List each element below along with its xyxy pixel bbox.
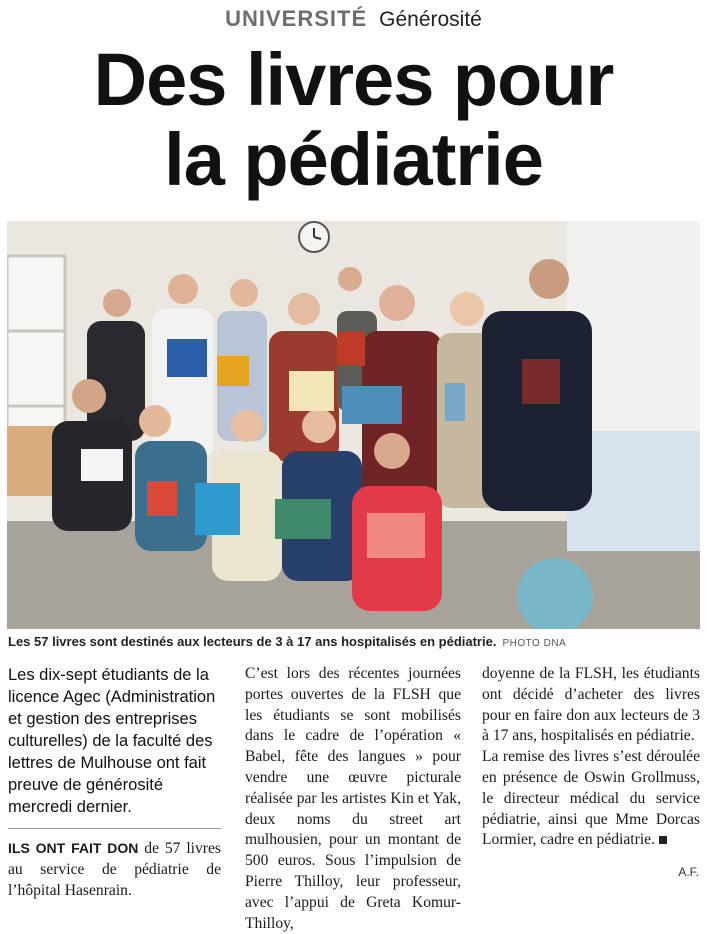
body-paragraph-continued: doyenne de la FLSH, les étudiants ont décidé d’acheter des livres pour en faire don aux lecteurs de 3 à 17 ans, hospitalisés en pédiatrie. <box>482 665 700 745</box>
lead-paragraph <box>8 838 221 901</box>
column-2 <box>245 664 461 934</box>
headline <box>0 40 707 200</box>
author-signature: A.F. <box>678 865 699 879</box>
headline-line-1: Des livres pour <box>93 38 614 121</box>
photo-credit: PHOTO DNA <box>502 638 567 649</box>
column-3 <box>482 664 700 851</box>
divider <box>8 828 221 829</box>
article-photo <box>7 221 700 629</box>
section-label: UNIVERSITÉ <box>225 6 368 31</box>
article-intro: Les dix-sept étudiants de la licence Agec (Administration et gestion des entreprises culturelles) de la faculté des lettres de Mulhouse ont fait preuve de générosité mercredi dernier. <box>8 666 216 816</box>
rubric <box>0 6 707 32</box>
group-photo-illustration <box>7 221 700 629</box>
subsection-label: Générosité <box>379 8 482 31</box>
closing-text: La remise des livres s’est déroulée en présence de Oswin Grollmuss, le directeur médical du service pédiatrie, ainsi que Mme Dorcas Lormier, cadre en pédiatrie. <box>482 748 700 849</box>
lead-caps: ILS ONT FAIT DON <box>8 840 139 856</box>
lead-text: de 57 livres au service de pédiatrie de l’hôpital Hasenrain. <box>8 840 221 899</box>
body-paragraph-end <box>482 747 700 851</box>
caption-text: Les 57 livres sont destinés aux lecteurs de 3 à 17 ans hospitalisés en pédiatrie. <box>8 634 497 649</box>
body-paragraph: C’est lors des récentes journées portes ouvertes de la FLSH que les étudiants se sont mobilisés dans le cadre de l’opération « Babel, fête des langues » pour vendre une œuvre picturale réalisée par les artistes Kin et Yak, deux noms du street art mulhousien, pour un montant de 500 euros. Sous l’impulsion de Pierre Thilloy, leur professeur, avec l’appui de Greta Komur-Thilloy, <box>245 665 461 932</box>
photo-caption <box>8 634 700 649</box>
headline-line-2: la pédiatrie <box>164 118 543 201</box>
column-1 <box>8 664 221 901</box>
end-mark-icon <box>659 836 667 844</box>
